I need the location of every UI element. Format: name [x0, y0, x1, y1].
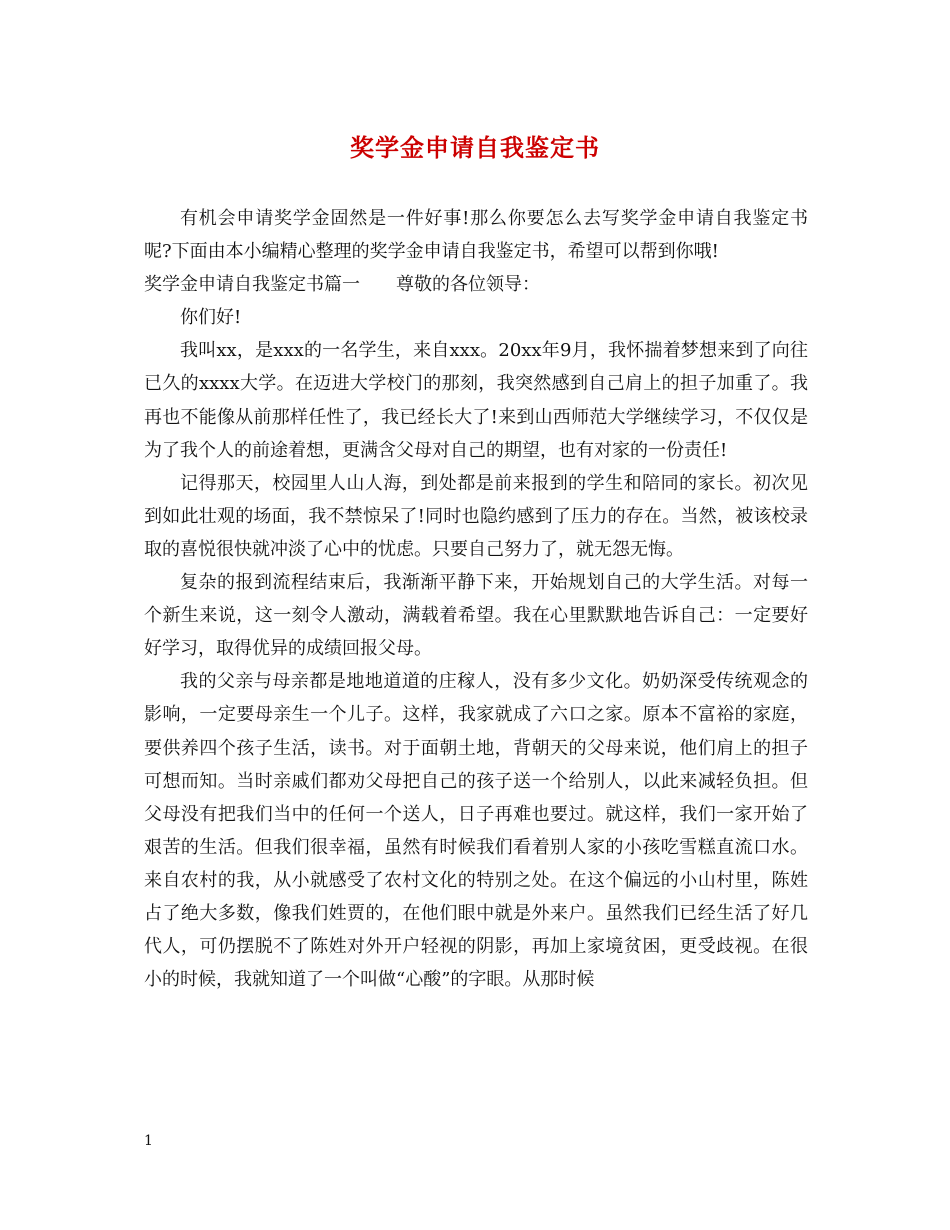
document-title: 奖学金申请自我鉴定书	[350, 133, 600, 162]
paragraph-enrollment-day: 记得那天，校园里人山人海，到处都是前来报到的学生和陪同的家长。初次见到如此壮观的场面，我不禁惊呆了!同时也隐约感到了压力的存在。当然，被该校录取的喜悦很快就冲淡了心中的忧虑。只要自己努力了，就无怨无悔。	[144, 472, 808, 560]
paragraph-family: 我的父亲与母亲都是地地道道的庄稼人，没有多少文化。奶奶深受传统观念的影响，一定要母亲生一个儿子。这样，我家就成了六口之家。原本不富裕的家庭，要供养四个孩子生活，读书。对于面朝土地，背朝天的父母来说，他们肩上的担子可想而知。当时亲戚们都劝父母把自己的孩子送一个给别人，以此来减轻负担。但父母没有把我们当中的任何一个送人，日子再难也要过。就这样，我们一家开始了艰苦的生活。但我们很幸福，虽然有时候我们看着别人家的小孩吃雪糕直流口水。来自农村的我，从小就感受了农村文化的特别之处。在这个偏远的小山村里，陈姓占了绝大多数，像我们姓贾的，在他们眼中就是外来户。虽然我们已经生活了好几代人，可仍摆脱不了陈姓对外开户轻视的阴影，再加上家境贫困，更受歧视。在很小的时候，我就知道了一个叫做“心酸”的字眼。从那时候	[144, 671, 808, 991]
paragraph-intro: 有机会申请奖学金固然是一件好事!那么你要怎么去写奖学金申请自我鉴定书呢?下面由本小编精心整理的奖学金申请自我鉴定书，希望可以帮到你哦!	[144, 208, 808, 263]
paragraph-self-intro: 我叫xx，是xxx的一名学生，来自xxx。20xx年9月，我怀揣着梦想来到了向往已久的xxxx大学。在迈进大学校门的那刻，我突然感到自己肩上的担子加重了。我再也不能像从前那样任性了，我已经长大了!来到山西师范大学继续学习，不仅仅是为了我个人的前途着想，更满含父母对自己的期望，也有对家的一份责任!	[144, 340, 808, 461]
document-body	[144, 202, 808, 996]
paragraph-greeting: 你们好!	[180, 307, 242, 329]
paragraph-planning: 复杂的报到流程结束后，我渐渐平静下来，开始规划自己的大学生活。对每一个新生来说，这一刻令人激动，满载着希望。我在心里默默地告诉自己：一定要好好学习，取得优异的成绩回报父母。	[144, 572, 808, 660]
paragraph-heading-salutation: 奖学金申请自我鉴定书篇一 尊敬的各位领导：	[144, 274, 540, 296]
page-number: 1	[144, 1133, 153, 1149]
